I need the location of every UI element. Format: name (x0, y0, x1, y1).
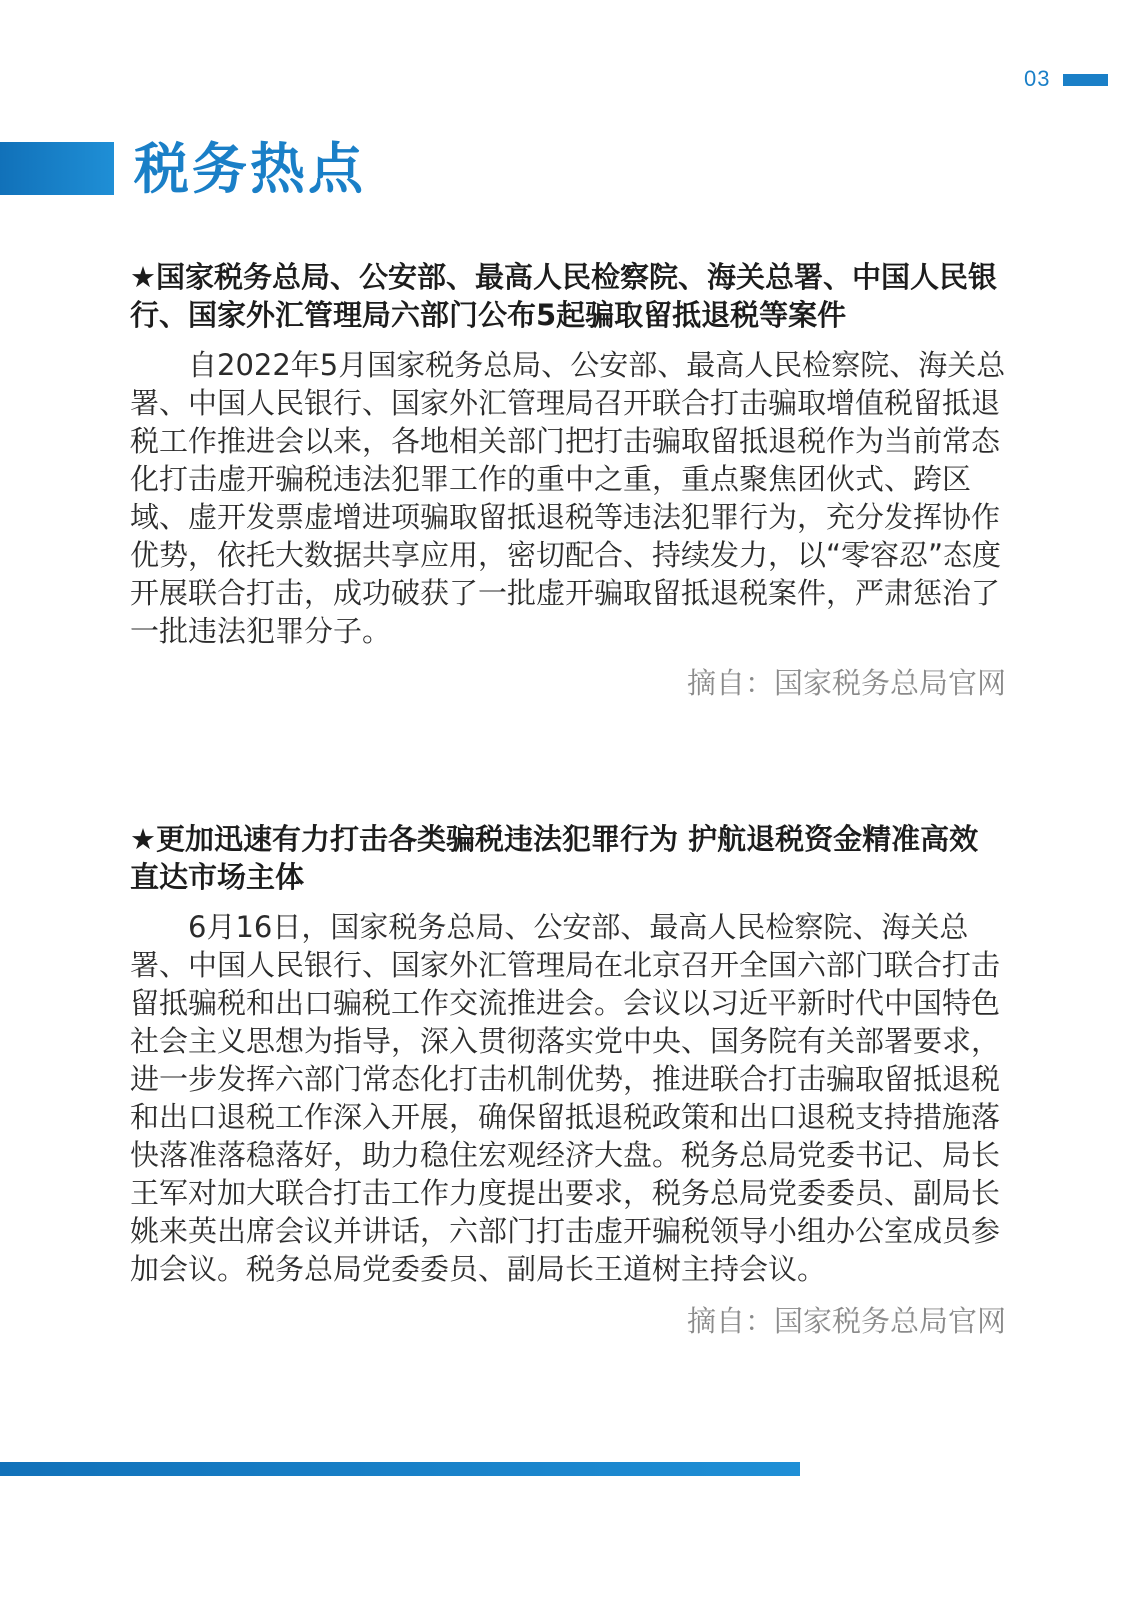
article-body: 6月16日，国家税务总局、公安部、最高人民检察院、海关总署、中国人民银行、国家外汇管理局在北京召开全国六部门联合打击留抵骗税和出口骗税工作交流推进会。会议以习近平新时代中国特色社会主义思想为指导，深入贯彻落实党中央、国务院有关部署要求，进一步发挥六部门常态化打击机制优势，推进联合打击骗取留抵退税和出口退税工作深入开展，确保留抵退税政策和出口退税支持措施落快落准落稳落好，助力稳住宏观经济大盘。税务总局党委书记、局长王军对加大联合打击工作力度提出要求，税务总局党委委员、副局长姚来英出席会议并讲话，六部门打击虚开骗税领导小组办公室成员参加会议。税务总局党委委员、副局长王道树主持会议。 (130, 910, 1001, 1286)
page-number-bar (1063, 74, 1108, 86)
section-title: 税务热点 (134, 137, 367, 201)
article-2 (130, 820, 1006, 1340)
article-source: 摘自：国家税务总局官网 (686, 1304, 1006, 1338)
page-number: 03 (1024, 66, 1051, 91)
article-title: ★国家税务总局、公安部、最高人民检察院、海关总署、中国人民银行、国家外汇管理局六部门公布5起骗取留抵退税等案件 (130, 260, 997, 332)
article-body: 自2022年5月国家税务总局、公安部、最高人民检察院、海关总署、中国人民银行、国家外汇管理局召开联合打击骗取增值税留抵退税工作推进会以来，各地相关部门把打击骗取留抵退税作为当前常态化打击虚开骗税违法犯罪工作的重中之重，重点聚焦团伙式、跨区域、虚开发票虚增进项骗取留抵退税等违法犯罪行为，充分发挥协作优势，依托大数据共享应用，密切配合、持续发力，以“零容忍”态度开展联合打击，成功破获了一批虚开骗取留抵退税案件，严肃惩治了一批违法犯罪分子。 (130, 348, 1006, 648)
section-header-bar (0, 142, 114, 195)
article-title: ★更加迅速有力打击各类骗税违法犯罪行为 护航退税资金精准高效直达市场主体 (130, 822, 979, 894)
footer-bar (0, 1462, 800, 1476)
article-source: 摘自：国家税务总局官网 (686, 666, 1006, 700)
article-1 (130, 258, 1006, 702)
